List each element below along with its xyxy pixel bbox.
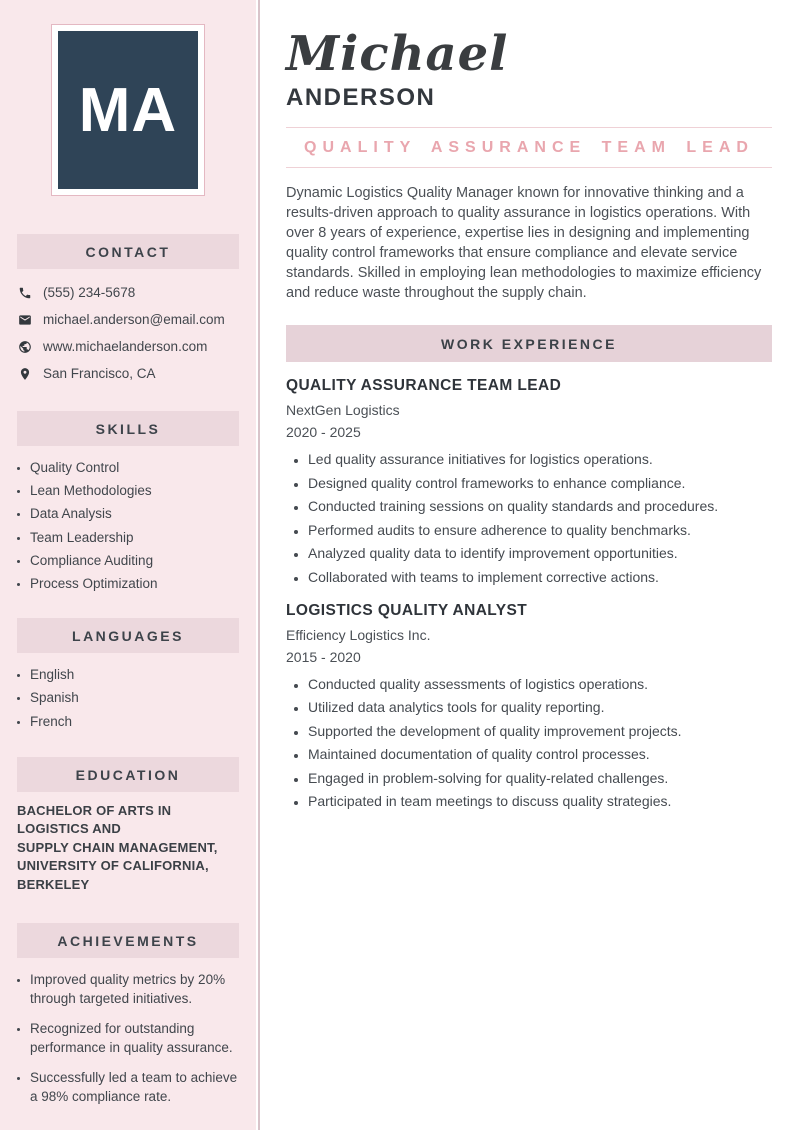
- achievement-item: • Improved quality metrics by 20% through targeted initiatives.: [30, 970, 242, 1008]
- skill-item: • Team Leadership: [30, 526, 256, 549]
- language-item: • English: [30, 663, 256, 686]
- job-bullet: • Supported the development of quality improvement projects.: [308, 722, 772, 741]
- contact-list: [0, 269, 256, 387]
- languages-section-title: LANGUAGES: [17, 618, 239, 653]
- education-line: UNIVERSITY OF CALIFORNIA,: [17, 858, 209, 874]
- contact-item-location: [18, 360, 242, 387]
- first-name: Michael: [286, 26, 509, 82]
- last-name: ANDERSON: [286, 84, 436, 111]
- achievements-section-title: ACHIEVEMENTS: [17, 923, 239, 958]
- job-bullet-list: [286, 450, 772, 587]
- avatar-initials: MA: [78, 75, 178, 145]
- achievement-item: • Recognized for outstanding performance in quality assurance.: [30, 1019, 242, 1057]
- job-entry: [286, 377, 772, 587]
- job-dates: 2020 - 2025: [286, 424, 361, 440]
- languages-list: [0, 663, 256, 733]
- skill-item: • Process Optimization: [30, 572, 256, 595]
- contact-item-phone: [18, 279, 242, 306]
- skills-list: [0, 456, 256, 595]
- job-dates: 2015 - 2020: [286, 648, 361, 665]
- job-bullet: • Performed audits to ensure adherence to quality benchmarks.: [308, 521, 772, 540]
- email-icon: [18, 313, 32, 327]
- job-title: QUALITY ASSURANCE TEAM LEAD: [286, 377, 562, 394]
- contact-item-website: [18, 333, 242, 360]
- avatar-monogram: [58, 31, 198, 189]
- job-bullet: • Participated in team meetings to discuss quality strategies.: [308, 792, 772, 811]
- job-bullet: • Conducted training sessions on quality standards and procedures.: [308, 497, 772, 516]
- job-bullet: • Analyzed quality data to identify improvement opportunities.: [308, 544, 772, 563]
- contact-website: www.michaelanderson.com: [43, 339, 208, 354]
- job-bullet: • Conducted quality assessments of logistics operations.: [308, 675, 772, 694]
- education-line: SUPPLY CHAIN MANAGEMENT,: [17, 839, 218, 855]
- contact-location: San Francisco, CA: [43, 366, 156, 381]
- job-bullet: • Led quality assurance initiatives for logistics operations.: [308, 450, 772, 469]
- work-experience-section-title: WORK EXPERIENCE: [286, 325, 772, 362]
- phone-icon: [18, 286, 32, 300]
- role-title: QUALITY ASSURANCE TEAM LEAD: [304, 139, 754, 156]
- avatar: [51, 24, 205, 196]
- job-bullet: • Collaborated with teams to implement corrective actions.: [308, 568, 772, 587]
- language-item: • French: [30, 710, 256, 733]
- contact-item-email: [18, 306, 242, 333]
- achievement-item: • Successfully led a team to achieve a 98% compliance rate.: [30, 1068, 242, 1106]
- skill-item: • Data Analysis: [30, 502, 256, 525]
- job-bullet: • Engaged in problem-solving for quality-related challenges.: [308, 769, 772, 788]
- skill-item: • Quality Control: [30, 456, 256, 479]
- skills-section-title: SKILLS: [17, 411, 239, 446]
- achievements-list: [0, 970, 256, 1106]
- job-entry: [286, 602, 772, 812]
- skill-item: • Compliance Auditing: [30, 549, 256, 572]
- education-section-title: EDUCATION: [17, 757, 239, 792]
- language-item: • Spanish: [30, 686, 256, 709]
- job-bullet: • Utilized data analytics tools for quality reporting.: [308, 698, 772, 717]
- skill-item: • Lean Methodologies: [30, 479, 256, 502]
- education-degree: [17, 802, 239, 895]
- job-title: LOGISTICS QUALITY ANALYST: [286, 601, 528, 619]
- job-bullet: • Maintained documentation of quality control processes.: [308, 745, 772, 764]
- resume-main: [260, 0, 800, 1130]
- job-bullet: • Designed quality control frameworks to enhance compliance.: [308, 474, 772, 493]
- education-line: BERKELEY: [17, 876, 90, 892]
- job-bullet-list: [286, 675, 772, 812]
- globe-icon: [18, 340, 32, 354]
- sidebar: [0, 0, 256, 1130]
- contact-phone: (555) 234-5678: [43, 285, 136, 300]
- location-icon: [18, 367, 32, 381]
- education-line: BACHELOR OF ARTS IN LOGISTICS AND: [17, 802, 172, 837]
- summary-text: Dynamic Logistics Quality Manager known for innovative thinking and a results-driven approach to quality assurance in logistics operations. With over 8 years of experience, expertise lies in designing and implementing quality control frameworks that ensure compliance and elevate service standards. Skilled in employing lean methodologies to maximize efficiency and reduce waste throughout the supply chain.: [286, 185, 762, 301]
- rule-below-role: [286, 167, 772, 168]
- contact-section-title: CONTACT: [17, 234, 239, 269]
- job-company: Efficiency Logistics Inc.: [286, 626, 431, 643]
- job-company: NextGen Logistics: [286, 402, 400, 418]
- contact-email: michael.anderson@email.com: [43, 312, 225, 327]
